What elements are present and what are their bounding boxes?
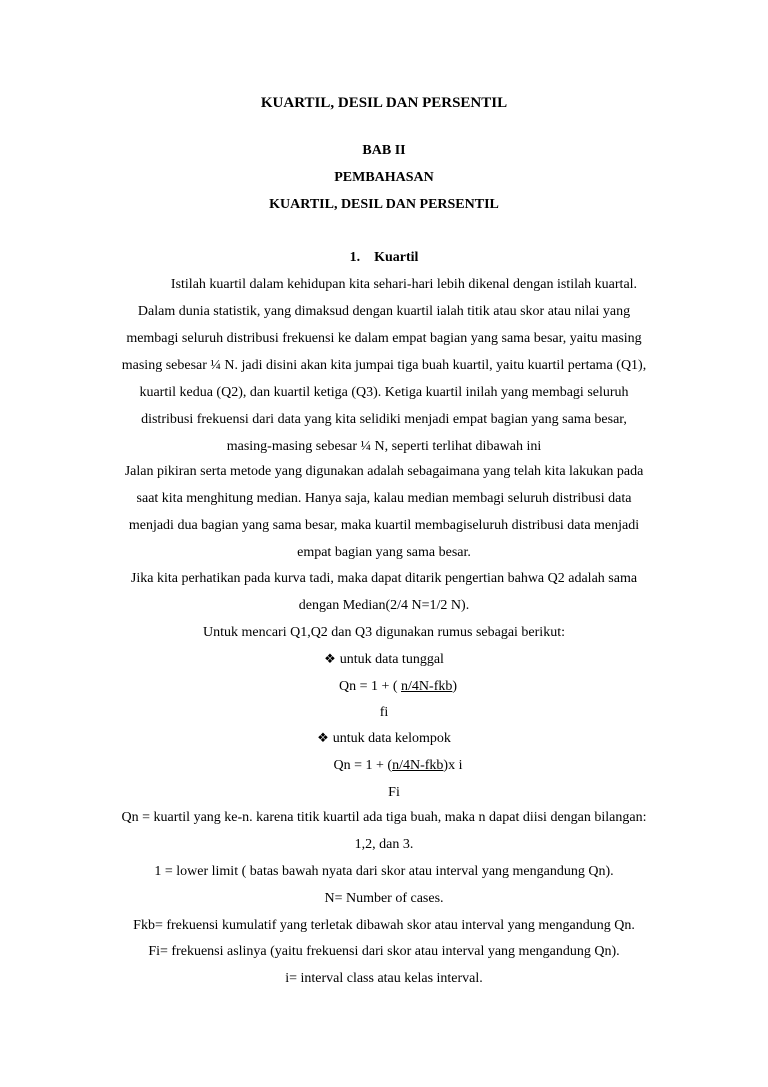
paragraph-line: kuartil kedua (Q2), dan kuartil ketiga (Q3). Ketiga kuartil inilah yang membagi seluruh (139, 385, 629, 400)
formula-single-suffix: ) (452, 679, 458, 694)
formula-group-suffix: )x i (443, 758, 463, 773)
formula-single-numerator: n/4N-fkb (401, 679, 453, 694)
definition-line: Fkb= frekuensi kumulatif yang terletak dibawah skor atau interval yang mengandung Qn. (133, 918, 635, 933)
subsection-title: Kuartil (374, 250, 419, 265)
formula-single-prefix: Qn = 1 + ( (338, 679, 402, 694)
paragraph-line: saat kita menghitung median. Hanya saja, kalau median membagi seluruh distribusi data (136, 491, 632, 506)
formula-group (14, 756, 768, 776)
formula-single (14, 677, 768, 697)
definition-line: 1 = lower limit ( batas bawah nyata dari skor atau interval yang mengandung Qn). (154, 864, 614, 879)
paragraph-line: dengan Median(2/4 N=1/2 N). (298, 598, 470, 613)
diamond-bullet-icon: ❖ (324, 652, 336, 667)
bullet-single-text: untuk data tunggal (339, 652, 444, 667)
paragraph-line: distribusi frekuensi dari data yang kita selidiki menjadi empat bagian yang sama besar, (141, 412, 627, 427)
paragraph-line: membagi seluruh distribusi frekuensi ke dalam empat bagian yang sama besar, yaitu masing (126, 331, 642, 346)
definition-line: Qn = kuartil yang ke-n. karena titik kuartil ada tiga buah, maka n dapat diisi dengan bilangan: (121, 810, 647, 825)
bullet-single (0, 650, 768, 670)
formula-single-denominator: fi (379, 705, 389, 720)
paragraph-line: masing sebesar ¼ N. jadi disini akan kita jumpai tiga buah kuartil, yaitu kuartil pertama (Q1), (121, 358, 647, 373)
formula-group-denominator: Fi (388, 785, 400, 800)
definition-line: i= interval class atau kelas interval. (285, 971, 483, 986)
paragraph-line: menjadi dua bagian yang sama besar, maka kuartil membagiseluruh distribusi data menjadi (128, 518, 640, 533)
formula-group-numerator: n/4N-fkb (392, 758, 444, 773)
definition-line: 1,2, dan 3. (354, 837, 414, 852)
paragraph-line: empat bagian yang sama besar. (297, 545, 471, 560)
subsection-number: 1. (349, 250, 361, 265)
document-title: KUARTIL, DESIL DAN PERSENTIL (260, 95, 508, 111)
definition-line: N= Number of cases. (324, 891, 444, 906)
section-heading: PEMBAHASAN (334, 170, 434, 185)
formula-intro: Untuk mencari Q1,Q2 dan Q3 digunakan rumus sebagai berikut: (203, 625, 565, 640)
subsection-heading (0, 248, 768, 268)
paragraph-line: Jalan pikiran serta metode yang digunakan adalah sebagaimana yang telah kita lakukan pada (124, 464, 644, 479)
formula-group-prefix: Qn = 1 + ( (333, 758, 393, 773)
paragraph-line: masing-masing sebesar ¼ N, seperti terlihat dibawah ini (226, 439, 542, 454)
definition-line: Fi= frekuensi aslinya (yaitu frekuensi dari skor atau interval yang mengandung Qn). (148, 944, 620, 959)
paragraph-line: Jika kita perhatikan pada kurva tadi, maka dapat ditarik pengertian bahwa Q2 adalah sama (130, 571, 638, 586)
chapter-heading: BAB II (362, 143, 406, 158)
section-subtitle: KUARTIL, DESIL DAN PERSENTIL (269, 197, 499, 212)
bullet-group-text: untuk data kelompok (332, 731, 451, 746)
diamond-bullet-icon: ❖ (317, 731, 329, 746)
bullet-group (0, 729, 768, 749)
paragraph-line: Dalam dunia statistik, yang dimaksud dengan kuartil ialah titik atau skor atau nilai yang (137, 304, 631, 319)
paragraph-line: Istilah kuartil dalam kehidupan kita sehari-hari lebih dikenal dengan istilah kuartal. (170, 277, 638, 292)
